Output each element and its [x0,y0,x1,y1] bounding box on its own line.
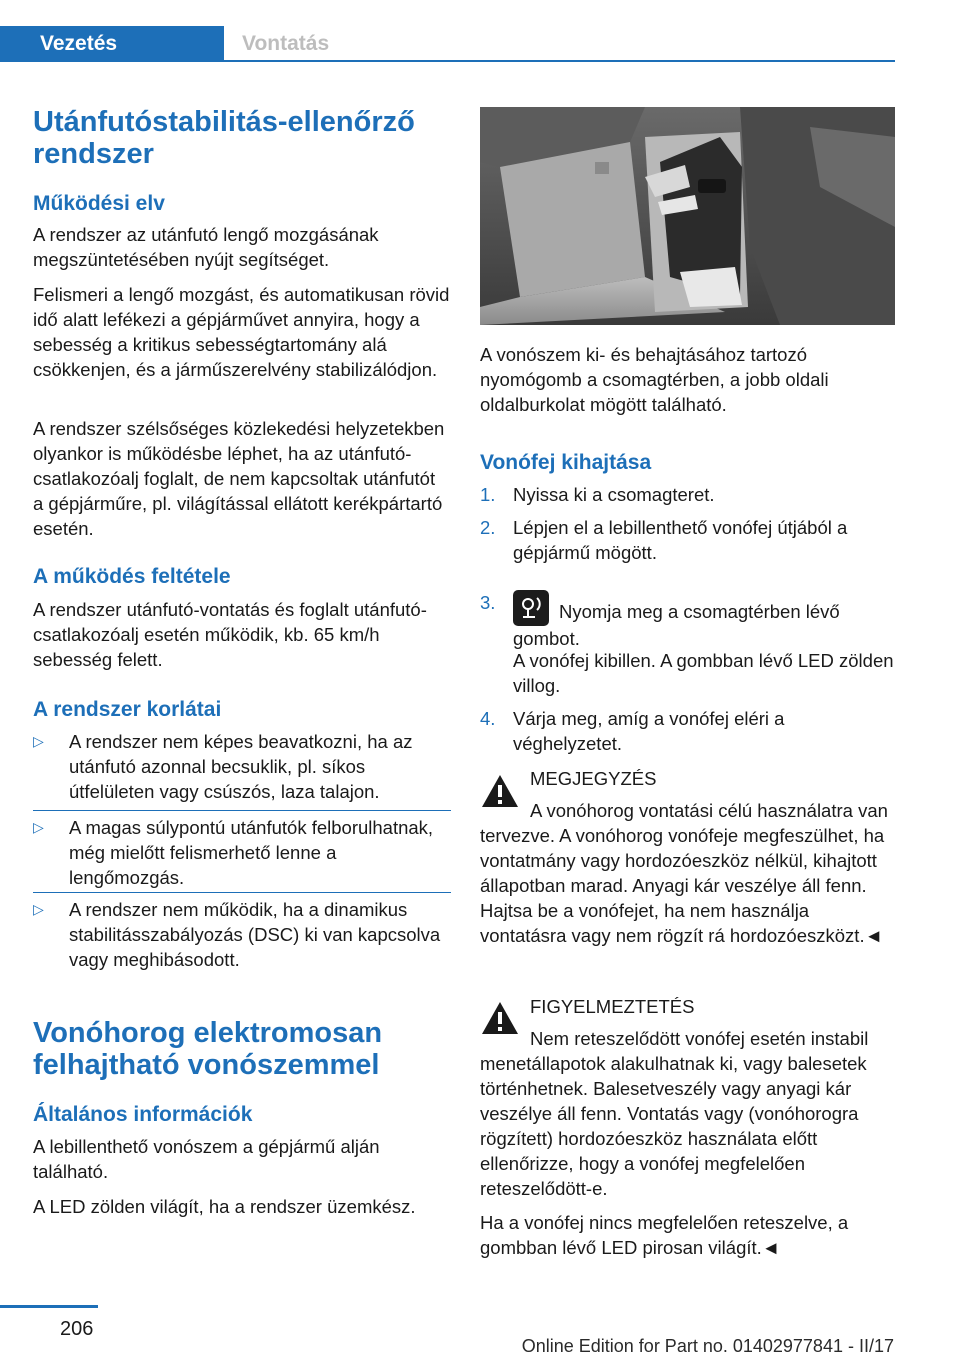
tab-vezetes[interactable]: Vezetés [0,26,224,62]
triangle-bullet-icon: ▷ [33,819,44,835]
heading-rendszer-korlatai: A rendszer korlátai [33,698,222,721]
step-item [480,706,895,756]
step-item [480,482,895,507]
bullet-text: A magas súlypontú utánfutók felborulhatnak, még mielőtt felismerhető lenne a lengőmozgás. [69,817,434,888]
step3-note: A vonófej kibillen. A gombban lévő LED zölden villog. [513,650,894,696]
heading-mukodes-feltetele: A működés feltétele [33,565,231,588]
paragraph-s1-p3: A rendszer szélsőséges közlekedési helyzetekben olyankor is működésbe léphet, ha az utánfutó-csatlakozóalj foglalt, de nem kapcsoltak utánfutót a gépjárműre, pl. világítással ellátott kerékpártartó esetén. [33,418,445,539]
warning-text-figyelmeztetes: Nem reteszelődött vonófej esetén instabil menetállapotok alakulhatnak ki, vagy balesetek történhetnek. Balesetveszély vagy anyagi kár veszélye áll fenn. Vontatás vagy (vonóhorogra rögzített) hordozóeszköz használata előtt ellenőrizze, hogy a vonófej megfelelően reteszelődött-e. [480,1028,869,1199]
step-item [480,590,895,649]
tab-vontatas[interactable]: Vontatás [242,32,330,55]
section-title-2-line2: felhajtható vonószemmel [33,1049,380,1081]
list-item [33,897,451,975]
step-text: Lépjen el a lebillenthető vonófej útjából a gépjármű mögött. [513,517,848,563]
section-title-2-line1: Vonóhorog elektromosan [33,1017,383,1049]
trailer-hitch-button-icon [513,590,549,626]
trunk-photo [480,107,895,325]
paragraph-final: Ha a vonófej nincs megfelelően reteszelve, a gombban lévő LED pirosan világít.◄ [480,1212,849,1258]
paragraph-s1-p2: Felismeri a lengő mozgást, és automatikusan rövid idő alatt lefékezi a gépjárművet annyira, hogy a sebesség a kritikus sebességtartomány alá csökkenjen, és a járműszerelvény stabilizálódjon. [33,284,450,380]
paragraph-s4-p1: A lebillenthető vonószem a gépjármű alján található. [33,1136,380,1182]
header-divider [0,60,895,62]
section-title-1-line2: rendszer [33,138,154,170]
list-divider [33,810,451,811]
heading-vonofej-kihajtasa: Vonófej kihajtása [480,451,652,474]
step-number: 3. [480,592,496,613]
list-divider [33,892,451,893]
warning-text-megjegyzes: A vonóhorog vontatási célú használatra van tervezve. A vonóhorog vonófeje megfeszülhet, ha vontatmány vagy hordozóeszköz nélkül, kihajtott állapotban marad. Anyagi kár veszélye áll fenn. Hajtsa be a vonófejet, ha nem használja vontatásra vagy nem rögzít rá hordozóeszközt.◄ [480,800,888,946]
step-text: Várja meg, amíg a vonófej eléri a véghelyzetet. [513,708,785,754]
warning-title-megjegyzes: MEGJEGYZÉS [530,768,657,789]
step-number: 1. [480,484,496,505]
step-text-wrap [513,590,895,651]
bullet-text: A rendszer nem képes beavatkozni, ha az utánfutó azonnal becsuklik, pl. síkos útfelületen vagy csúszós, laza talajon. [69,731,413,802]
step-text: Nyissa ki a csomagteret. [513,484,715,505]
page-number: 206 [60,1318,94,1340]
heading-mukodesi-elv: Működési elv [33,192,165,215]
list-item [33,729,451,807]
header-tabs [0,26,349,62]
triangle-bullet-icon: ▷ [33,733,44,749]
step-number: 2. [480,517,496,538]
edition-footer: Online Edition for Part no. 01402977841 - II/17 [521,1336,894,1356]
bullet-text: A rendszer nem működik, ha a dinamikus stabilitásszabályozás (DSC) ki van kapcsolva vagy meghibásodott. [69,899,441,970]
paragraph-s4-p2: A LED zölden világít, ha a rendszer üzemkész. [33,1196,416,1217]
section-title-1-line1: Utánfutóstabilitás-ellenőrző [33,106,415,138]
paragraph-s2-p1: A rendszer utánfutó-vontatás és foglalt utánfutó-csatlakozóalj esetén működik, kb. 65 km/h sebesség felett. [33,599,427,670]
triangle-bullet-icon: ▷ [33,901,44,917]
paragraph-s1-p1: A rendszer az utánfutó lengő mozgásának megszüntetésében nyújt segítséget. [33,224,379,270]
heading-altalanos-informaciok: Általános információk [33,1103,253,1126]
trunk-illustration [480,107,895,325]
step-item [480,515,895,565]
warning-title-figyelmeztetes: FIGYELMEZTETÉS [530,996,695,1017]
photo-caption: A vonószem ki- és behajtásához tartozó nyomógomb a csomagtérben, a jobb oldali oldalburkolat mögött található. [480,344,829,415]
step-text: Nyomja meg a csomagtérben lévő gombot. [513,601,840,649]
step-number: 4. [480,708,496,729]
page-number-rule [0,1305,98,1308]
list-item [33,815,451,890]
